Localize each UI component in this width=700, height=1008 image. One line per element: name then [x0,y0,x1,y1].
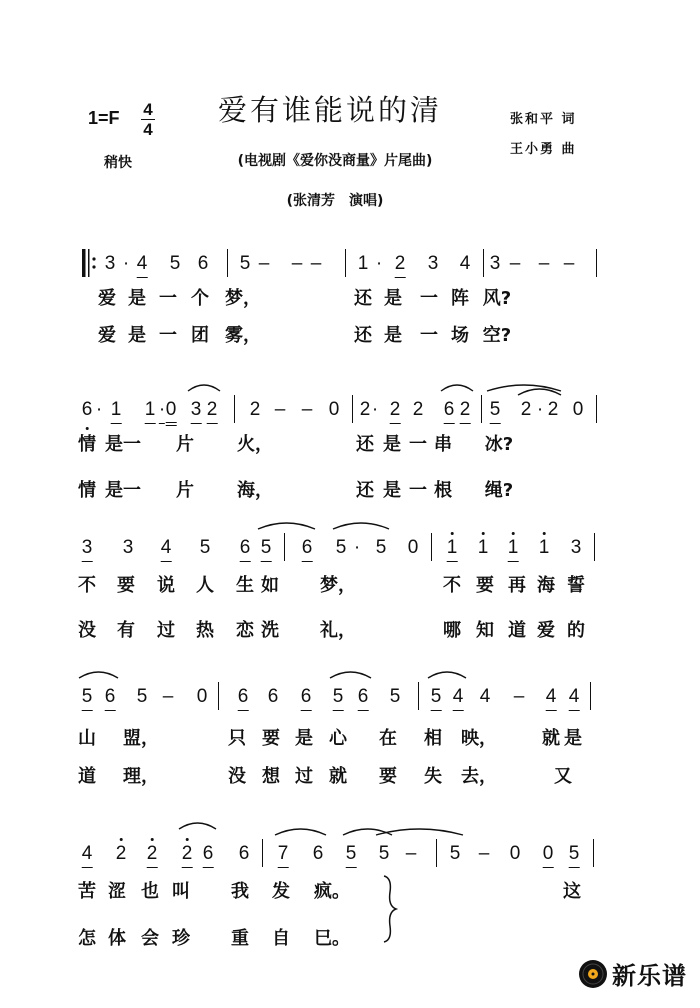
lyric-syllable: 冰? [484,434,514,455]
barline [345,249,346,277]
lyric-syllable: 的 [567,620,585,641]
lyric-syllable: 片 [176,480,194,501]
singer-credit: (张清芳 演唱) [286,193,384,209]
note-digit: 4 [136,253,148,274]
barline [483,249,484,277]
lyric-syllable: 阵 [451,288,469,309]
lyric-syllable: 要 [476,575,494,596]
lyric-syllable: 一 [123,480,141,501]
note-digit: 3 [489,253,501,274]
lyric-syllable: 说 [157,575,175,596]
note-digit: 2 [394,253,406,274]
note-digit: 5 [169,253,181,274]
lyric-syllable: 团 [191,325,209,346]
note [490,253,501,275]
note-digit: – [563,253,575,274]
note-digit: 5 [449,843,461,864]
slur [0,815,700,855]
note-digit: 2 [181,843,193,864]
note [428,253,439,275]
note [395,253,406,278]
lyric-syllable: 要 [379,766,397,787]
lyric-syllable: 空? [482,325,512,346]
lyric-syllable: 一 [409,434,427,455]
lyric-syllable: 没 [78,620,96,641]
lyric-syllable: 海 [537,575,555,596]
note-digit: 4 [81,843,93,864]
note-digit: 5 [260,537,272,558]
lyric-syllable: 是 [384,325,402,346]
note-digit: 4 [545,686,557,707]
note-digit: 4 [452,686,464,707]
note-digit: 5 [332,686,344,707]
lyric-syllable: 道 [78,766,96,787]
note-digit: 5 [345,843,357,864]
note-digit: – [478,843,490,864]
note-digit: 3 [81,537,93,558]
lyric-syllable: 巳。 [314,928,350,949]
note-digit: 2 [389,399,401,420]
note-digit: 2 [547,399,559,420]
slur-arc [518,389,561,395]
subtitle: (电视剧《爱你没商量》片尾曲) [237,153,433,169]
note-digit: 6 [237,686,249,707]
note-digit: – [258,253,270,274]
lyric-syllable: 礼， [320,620,356,641]
lyric-syllable: 过 [157,620,175,641]
lyric-syllable: 我 [231,881,249,902]
note-digit: – [162,686,174,707]
time-numerator: 4 [143,100,153,119]
note [105,253,116,275]
slur [0,375,700,415]
key-signature: 1=F [88,108,120,128]
lyric-syllable: 过 [295,766,313,787]
note-digit: 5 [430,686,442,707]
lyric-syllable: 一 [159,288,177,309]
note-digit: 1 [446,537,458,558]
lyric-syllable: 是 [128,288,146,309]
lyric-syllable: 雾， [225,325,261,346]
lyric-syllable: 个 [191,288,209,309]
lyric-syllable: 盟， [123,728,159,749]
note-digit: 5 [489,399,501,420]
lyric-syllable: 誓 [567,575,585,596]
lyric-syllable: 怎 [78,928,96,949]
lyric-syllable: 在 [379,728,397,749]
note-digit: 7 [277,843,289,864]
lyric-syllable: 叫 [172,881,190,902]
lyric-syllable: 爱 [98,325,116,346]
slur [0,658,700,698]
lyric-syllable: 心 [329,728,347,749]
lyric-syllable: 恋 [236,620,254,641]
lyric-syllable: 是 [564,728,582,749]
note-digit: 2 [206,399,218,420]
lyric-syllable: 不 [443,575,461,596]
dotted-note-dot [376,253,382,275]
lyric-syllable: 片 [176,434,194,455]
note-digit: 6 [300,686,312,707]
note-digit: – [513,686,525,707]
note-digit: 6 [81,399,93,420]
lyric-syllable: 就 [329,766,347,787]
lyric-syllable: 这 [563,881,581,902]
lyric-syllable: 洗 [261,620,279,641]
lyric-syllable: 还 [356,434,374,455]
note-digit: – [301,399,313,420]
lyric-syllable: 也 [141,881,159,902]
barline [596,249,597,277]
lyric-syllable: 情 [78,480,96,501]
lyric-syllable: 涩 [108,881,126,902]
barline [227,249,228,277]
note-digit: – [538,253,550,274]
logo-text: 新乐谱 [612,962,687,990]
note-digit: 6 [238,843,250,864]
sustain-dash [259,253,270,275]
note-digit: 2 [115,843,127,864]
lyric-syllable: 海， [237,480,273,501]
note [137,253,148,278]
lyric-syllable: 场 [451,325,469,346]
lyric-syllable: 情 [78,434,96,455]
lyric-syllable: 就 [542,728,560,749]
note-digit: · [353,537,361,558]
lyric-syllable: 绳? [484,480,514,501]
note-digit: – [509,253,521,274]
note-digit: 5 [378,843,390,864]
lyric-syllable: 生 [236,575,254,596]
lyric-syllable: 疯。 [314,881,350,902]
lyric-syllable: 要 [262,728,280,749]
note-digit: 6 [202,843,214,864]
note-digit: – [291,253,303,274]
lyric-syllable: 根 [434,480,452,501]
note-digit: 6 [197,253,209,274]
lyric-syllable: 爱 [98,288,116,309]
note-digit: 0 [196,686,208,707]
lyric-syllable: 是 [383,480,401,501]
note-digit: · [158,399,166,420]
lyric-syllable: 一 [420,288,438,309]
note-digit: 6 [267,686,279,707]
sustain-dash [292,253,303,275]
lyric-syllable: 串 [434,434,452,455]
lyric-syllable: 理， [123,766,159,787]
note-digit: 6 [239,537,251,558]
note [240,253,251,275]
lyric-syllable: 是 [383,434,401,455]
lyric-syllable: 有 [117,620,135,641]
lyric-syllable: 风? [482,288,512,309]
note-digit: 0 [328,399,340,420]
lyric-syllable: 再 [508,575,526,596]
note-digit: 4 [568,686,580,707]
note [358,253,369,275]
note-digit: 5 [375,537,387,558]
note-digit: 1 [357,253,369,274]
lyric-syllable: 又 [554,766,572,787]
note-digit: 4 [479,686,491,707]
note-digit: 0 [407,537,419,558]
lyric-syllable: 重 [231,928,249,949]
lyric-syllable: 如 [261,575,279,596]
lyric-syllable: 哪 [443,620,461,641]
note-digit: 6 [443,399,455,420]
note-digit: 0 [509,843,521,864]
note-digit: 6 [301,537,313,558]
lyric-syllable: 还 [354,325,372,346]
lyric-syllable: 一 [159,325,177,346]
lyric-syllable: 一 [409,480,427,501]
lyric-syllable: 会 [141,928,159,949]
slur-arc [333,523,389,529]
site-logo [578,956,687,991]
verse-brace [380,874,400,948]
note-digit: 1 [507,537,519,558]
slur-arc [428,672,466,678]
lyric-syllable: 没 [228,766,246,787]
sustain-dash [311,253,322,275]
note-digit: 1 [538,537,550,558]
note-digit: 3 [190,399,202,420]
lyric-syllable: 热 [196,620,214,641]
note-digit: 5 [199,537,211,558]
lyric-syllable: 体 [108,928,126,949]
lyric-syllable: 道 [508,620,526,641]
sustain-dash [510,253,521,275]
lyric-syllable: 一 [123,434,141,455]
note-digit: 0 [572,399,584,420]
note-digit: 2 [412,399,424,420]
sustain-dash [539,253,550,275]
lyric-syllable: 知 [476,620,494,641]
note-digit: – [310,253,322,274]
lyric-syllable: 是 [384,288,402,309]
note-digit: · [122,253,130,274]
note-digit: · [536,399,544,420]
note-digit: 5 [568,843,580,864]
note-digit: 4 [459,253,471,274]
note-digit: 6 [357,686,369,707]
lyric-syllable: 失 [424,766,442,787]
lyric-syllable: 人 [196,575,214,596]
lyric-syllable: 还 [354,288,372,309]
lyric-syllable: 只 [228,728,246,749]
note-digit: 2 [359,399,371,420]
lyric-syllable: 梦， [320,575,356,596]
lyric-syllable: 不 [78,575,96,596]
note-digit: 5 [136,686,148,707]
note [198,253,209,275]
composer-credit: 王小勇 曲 [510,142,577,157]
note-digit: 1 [477,537,489,558]
note [170,253,181,275]
tempo-marking: 稍快 [104,155,132,171]
lyricist-credit: 张和平 词 [510,112,577,127]
lyric-syllable: 爱 [537,620,555,641]
note-digit: 2 [459,399,471,420]
lyric-syllable: 一 [420,325,438,346]
note-digit: 2 [146,843,158,864]
note-digit: 5 [81,686,93,707]
lyric-syllable: 相 [424,728,442,749]
note-digit: 6 [104,686,116,707]
lyric-syllable: 去， [461,766,497,787]
slur [0,509,700,549]
note-digit: · [95,399,103,420]
dotted-note-dot [123,253,129,275]
note-digit: 0 [542,843,554,864]
lyric-syllable: 苦 [78,881,96,902]
note-digit: 2 [249,399,261,420]
repeat-start-sign [82,249,102,277]
lyric-syllable: 山 [78,728,96,749]
lyric-syllable: 火， [237,434,273,455]
note-digit: · [375,253,383,274]
lyric-syllable: 珍 [172,928,190,949]
note-digit: 3 [122,537,134,558]
note-digit: 4 [160,537,172,558]
lyric-syllable: 映， [461,728,497,749]
note-digit: 5 [239,253,251,274]
lyric-syllable: 自 [272,928,290,949]
lyric-syllable: 要 [117,575,135,596]
vinyl-disc-icon [578,959,608,989]
song-title: 爱有谁能说的清 [217,93,442,127]
note-digit: 5 [389,686,401,707]
note-digit: 6 [312,843,324,864]
lyric-syllable: 想 [262,766,280,787]
note-digit: – [405,843,417,864]
lyric-syllable: 是 [295,728,313,749]
note-digit: 3 [570,537,582,558]
lyric-syllable: 梦， [225,288,261,309]
lyric-syllable: 发 [272,881,290,902]
note-digit: 1 [110,399,122,420]
note [460,253,471,275]
time-denominator: 4 [143,120,153,139]
note-digit: 2 [520,399,532,420]
note-digit: – [274,399,286,420]
sustain-dash [564,253,575,275]
slur-arc [376,829,463,835]
note-digit: 3 [104,253,116,274]
note-digit: 1 [144,399,156,420]
note-digit: 0 [165,399,177,420]
note-digit: 5 [335,537,347,558]
lyric-syllable: 是 [105,434,123,455]
lyric-syllable: 还 [356,480,374,501]
note-digit: · [371,399,379,420]
lyric-syllable: 是 [105,480,123,501]
note-digit: 3 [427,253,439,274]
lyric-syllable: 是 [128,325,146,346]
